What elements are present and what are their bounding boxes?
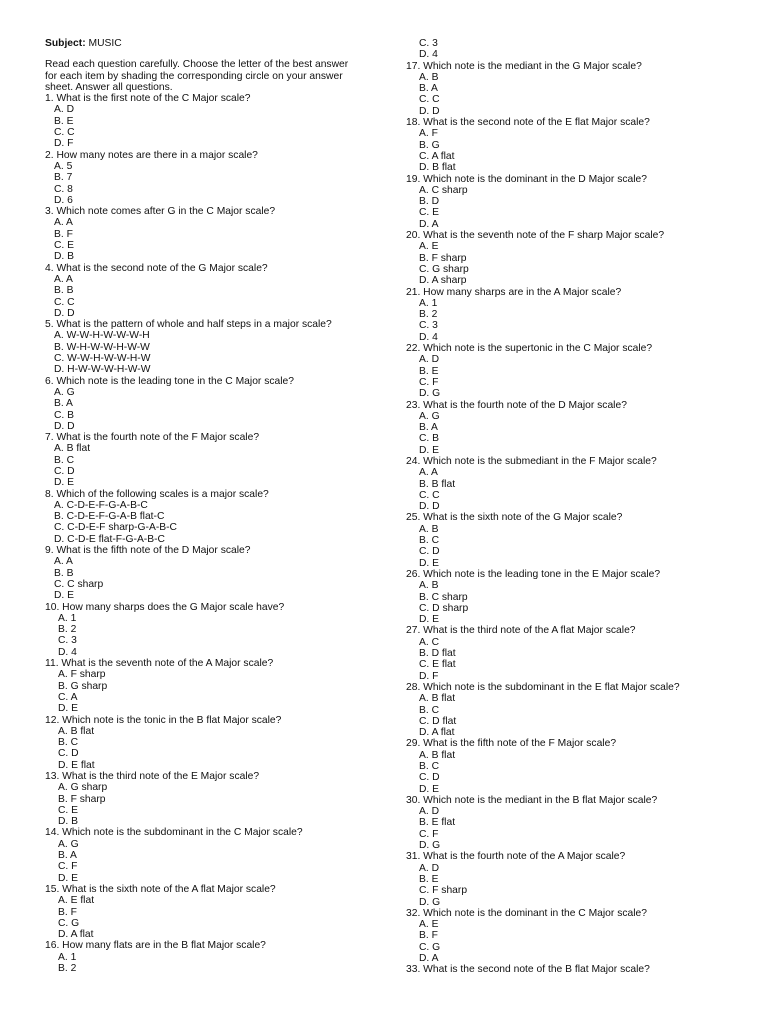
answer-option: C. F [419,376,439,388]
answer-option: C. 3 [419,320,438,332]
answer-option: D. A [419,218,439,230]
answer-option: B. E [54,115,74,127]
answer-option: C. 3 [58,635,77,647]
answer-option: A. 1 [419,297,438,309]
answer-option: D. E [58,872,79,884]
answer-option: C. D flat [419,715,457,727]
answer-option: D. E [419,783,440,795]
answer-option: B. E [419,873,439,885]
answer-option: C. C [54,127,75,139]
answer-option: A. G [419,410,440,422]
answer-option: B. D [419,196,440,208]
answer-option: C. D sharp [419,602,469,614]
answer-option: C. 3 [419,38,438,49]
question-text: 32. Which note is the dominant in the C Major scale? [406,907,647,919]
answer-option: D. E [419,557,440,569]
question-text: 12. Which note is the tonic in the B flat Major scale? [45,714,282,726]
answer-option: B. C [419,704,440,716]
subject-line [45,38,375,49]
answer-option: D. A flat [419,727,455,739]
answer-option: C. 8 [54,183,73,195]
answer-option: B. C [58,737,79,749]
answer-option: A. G sharp [58,782,108,794]
answer-option: B. F sharp [419,252,467,264]
answer-option: D. G [419,896,441,908]
answer-option: A. 5 [54,160,73,172]
question-text: 14. Which note is the subdominant in the C Major scale? [45,827,303,839]
answer-option: A. A [419,467,438,479]
answer-option: C. E [54,240,75,252]
answer-option: D. D [419,501,440,513]
answer-option: B. C-D-E-F-G-A-B flat-C [54,511,165,523]
answer-option: B. 2 [58,624,77,636]
question-text: 21. How many sharps are in the A Major scale? [406,286,622,298]
answer-option: C. C [419,94,440,106]
question-text: 29. What is the fifth note of the F Major scale? [406,738,617,750]
question-text: 16. How many flats are in the B flat Major scale? [45,940,266,952]
answer-option: C. E flat [419,659,456,671]
question-text: 23. What is the fourth note of the D Major scale? [406,399,627,411]
answer-option: C. F [58,861,78,873]
answer-option: B. B [54,285,74,297]
carried-options [406,38,736,61]
question-text: 17. Which note is the mediant in the G Major scale? [406,60,642,72]
answer-option: B. A [54,398,73,410]
answer-option: A. C sharp [419,184,468,196]
answer-option: A. D [419,354,440,366]
answer-option: A. B flat [419,749,456,761]
left-column [45,38,375,974]
answer-option: C. A flat [419,150,455,162]
subject-value: MUSIC [88,38,122,49]
answer-option: B. C [54,454,75,466]
answer-option: D. D [419,105,440,117]
answer-option: D. D [54,420,75,432]
question-text: 10. How many sharps does the G Major scale have? [45,601,285,613]
answer-option: A. C [419,636,440,648]
answer-option: A. 1 [58,951,77,963]
answer-option: A. D [419,806,440,818]
answer-option: C. C-D-E-F sharp-G-A-B-C [54,522,177,534]
answer-option: A. D [419,862,440,874]
answer-option: D. F [419,670,439,682]
question-text: 13. What is the third note of the E Major scale? [45,771,260,782]
answer-option: D. A flat [58,929,94,941]
subject-label: Subject: [45,38,86,49]
answer-option: D. B flat [419,162,456,174]
answer-option: C. G [419,941,441,953]
answer-option: A. F [419,128,438,140]
answer-option: A. E [419,241,439,253]
answer-option: A. W-W-H-W-W-W-H [54,330,150,342]
answer-option: C. F sharp [419,885,468,897]
question-text: 19. Which note is the dominant in the D Major scale? [406,173,647,185]
answer-option: D. B [58,816,79,828]
question-text: 22. Which note is the supertonic in the C Major scale? [406,343,653,355]
answer-option: B. A [419,422,438,434]
answer-option: C. E [419,207,440,219]
right-column [406,38,736,976]
answer-option: A. D [54,104,75,116]
answer-option: A. E [419,919,439,931]
question-text: 3. Which note comes after G in the C Major scale? [45,206,276,218]
answer-option: A. A [54,556,73,568]
question-text: 30. Which note is the mediant in the B flat Major scale? [406,794,658,806]
answer-option: A. A [54,273,73,285]
answer-option: A. G [54,386,75,398]
answer-option: B. F [54,228,73,240]
answer-option: A. B [419,580,439,592]
answer-option: A. A [54,217,73,229]
answer-option: D. E [419,614,440,626]
answer-option: A. B [419,523,439,535]
question-text: 20. What is the seventh note of the F sharp Major scale? [406,230,665,242]
answer-option: A. F sharp [58,669,106,681]
answer-option: D. G [419,840,441,852]
answer-option: C. C [419,489,440,501]
answer-option: C. C sharp [54,578,104,590]
answer-option: A. B flat [419,693,456,705]
instructions: Read each question carefully. Choose the letter of the best answer for each item by shading the corresponding circle on your answer sheet. Answer all questions. [45,59,349,93]
right-question-list [406,61,736,976]
answer-option: B. B [54,567,74,579]
question-text: 7. What is the fourth note of the F Major scale? [45,432,260,444]
answer-option: C. D [58,748,79,760]
answer-option: D. D [54,307,75,319]
answer-option: A. B flat [58,725,95,737]
left-question-list [45,93,375,974]
answer-option: B. 7 [54,172,73,184]
question-text: 27. What is the third note of the A flat Major scale? [406,625,636,637]
answer-option: D. E flat [58,759,95,771]
answer-option: C. F [419,828,439,840]
answer-option: D. C-D-E flat-F-G-A-B-C [54,533,165,545]
answer-option: D. 6 [54,194,73,206]
question-text: 18. What is the second note of the E flat Major scale? [406,117,650,129]
answer-option: D. 4 [58,646,77,658]
question-text: 25. What is the sixth note of the G Major scale? [406,512,623,524]
answer-option: B. A [419,83,438,95]
answer-option: B. 2 [419,309,438,321]
answer-option: C. A [58,691,78,703]
answer-option: C. C [54,296,75,308]
answer-option: D. E [419,444,440,456]
answer-option: B. E flat [419,817,456,829]
answer-option: C. G sharp [419,263,469,275]
answer-option: B. G [419,139,440,151]
answer-option: A. C-D-E-F-G-A-B-C [54,499,148,511]
question-text: 6. Which note is the leading tone in the C Major scale? [45,375,294,387]
answer-option: B. C [419,535,440,547]
answer-option: B. F [58,906,77,918]
answer-option: C. D [54,465,75,477]
answer-option: C. D [419,546,440,558]
answer-option: D. G [419,388,441,400]
answer-option: C. B [419,433,440,445]
answer-option: C. W-W-H-W-W-H-W [54,353,151,365]
question-text: 9. What is the fifth note of the D Major scale? [45,545,251,557]
answer-option: B. W-H-W-W-H-W-W [54,341,150,353]
answer-option: C. E [58,804,79,816]
question-text: 28. Which note is the subdominant in the E flat Major scale? [406,681,680,693]
answer-option: D. A sharp [419,275,467,287]
answer-option: D. E [58,703,79,715]
answer-option: A. E flat [58,895,95,907]
answer-option: B. A [58,850,77,862]
answer-option: B. B flat [419,478,456,490]
answer-option: D. 4 [419,49,438,61]
question-text: 24. Which note is the submediant in the F Major scale? [406,455,657,467]
answer-option: B. F [419,930,438,942]
answer-option: B. C sharp [419,591,468,603]
question-text: 26. Which note is the leading tone in the E Major scale? [406,568,661,580]
answer-option: B. E [419,365,439,377]
answer-option: D. B [54,251,75,263]
answer-option: C. B [54,409,75,421]
answer-option: B. 2 [58,963,77,975]
question-text: 1. What is the first note of the C Major scale? [45,93,251,105]
question-text: 31. What is the fourth note of the A Major scale? [406,851,626,863]
answer-option: D. 4 [419,331,438,343]
answer-option: B. C [419,761,440,772]
answer-option: A. G [58,838,79,850]
answer-option: A. 1 [58,612,77,624]
answer-option: B. G sharp [58,680,108,692]
answer-option: B. D flat [419,648,456,660]
question-text: 15. What is the sixth note of the A flat Major scale? [45,883,276,895]
answer-option: D. H-W-W-W-H-W-W [54,364,151,376]
answer-option: A. B [419,71,439,83]
question-text: 2. How many notes are there in a major scale? [45,149,258,161]
answer-option: D. F [54,138,74,150]
question-text: 5. What is the pattern of whole and half steps in a major scale? [45,319,332,331]
answer-option: D. E [54,477,75,489]
answer-option: B. F sharp [58,793,106,805]
answer-option: D. E [54,590,75,602]
question-text: 4. What is the second note of the G Major scale? [45,262,268,274]
answer-option: D. A [419,953,439,965]
answer-option: C. D [419,772,440,784]
question-text: 11. What is the seventh note of the A Major scale? [45,658,274,670]
question-text: 33. What is the second note of the B flat Major scale? [406,964,650,976]
question-text: 8. Which of the following scales is a major scale? [45,488,269,500]
answer-option: C. G [58,917,80,929]
answer-option: A. B flat [54,443,91,455]
